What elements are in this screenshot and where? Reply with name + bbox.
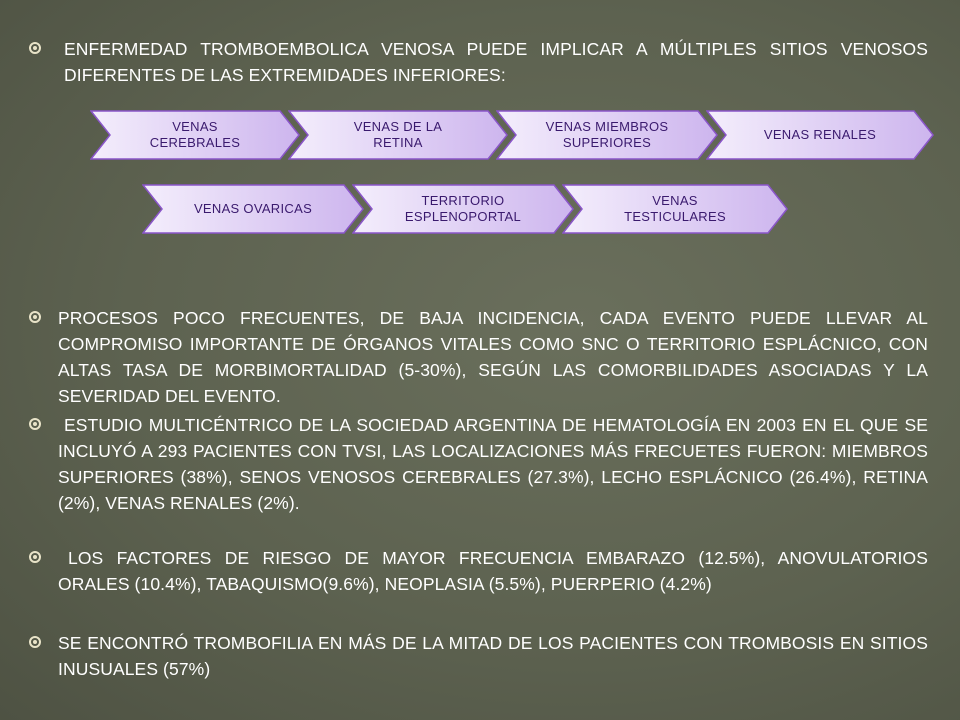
bullet-2 xyxy=(28,412,928,516)
chevron-territorio-esplenoportal xyxy=(352,184,574,234)
chevron-venas-retina xyxy=(288,110,508,160)
bullet-icon xyxy=(28,36,58,55)
bullet-text: SE ENCONTRÓ TROMBOFILIA EN MÁS DE LA MITAD DE LOS PACIENTES CON TROMBOSIS EN SITIOS INUSUALES (57%) xyxy=(58,633,928,679)
chevron-label: TERRITORIO ESPLENOPORTAL xyxy=(404,193,522,224)
chevron-venas-cerebrales xyxy=(90,110,300,160)
chevron-venas-miembros-superiores xyxy=(496,110,718,160)
bullet-icon xyxy=(28,412,58,431)
bullet-icon xyxy=(28,545,58,564)
chevron-label: VENAS DE LA RETINA xyxy=(353,119,443,150)
bullet-1 xyxy=(28,305,928,409)
chevron-label: VENAS TESTICULARES xyxy=(624,193,726,224)
bullet-icon xyxy=(28,305,58,324)
bullet-text: ESTUDIO MULTICÉNTRICO DE LA SOCIEDAD ARGENTINA DE HEMATOLOGÍA EN 2003 EN EL QUE SE INCLUYÓ A 293 PACIENTES CON TVSI, LAS LOCALIZACIONES MÁS FRECUETES FUERON: MIEMBROS SUPERIORES (38%), SENOS VENOSOS CEREBRALES (27.3%), LECHO ESPLÁCNICO (26.4%), RETINA (2%), VENAS RENALES (2%). xyxy=(58,415,928,513)
chevron-label: VENAS RENALES xyxy=(763,127,877,142)
bullet-icon xyxy=(28,630,58,649)
chevron-row-2 xyxy=(142,184,788,234)
bullet-4 xyxy=(28,630,928,682)
chevron-venas-ovaricas xyxy=(142,184,364,234)
chevron-venas-testiculares xyxy=(562,184,788,234)
bullet-3 xyxy=(28,545,928,597)
bullet-text: LOS FACTORES DE RIESGO DE MAYOR FRECUENCIA EMBARAZO (12.5%), ANOVULATORIOS ORALES (10.4%), TABAQUISMO(9.6%), NEOPLASIA (5.5%), PUERPERIO (4.2%) xyxy=(58,548,928,594)
intro-bullet xyxy=(28,36,928,88)
chevron-label: VENAS CEREBRALES xyxy=(149,119,241,150)
chevron-venas-renales xyxy=(706,110,934,160)
chevron-label: VENAS MIEMBROS SUPERIORES xyxy=(545,119,669,150)
bullet-text: PROCESOS POCO FRECUENTES, DE BAJA INCIDENCIA, CADA EVENTO PUEDE LLEVAR AL COMPROMISO IMPORTANTE DE ÓRGANOS VITALES COMO SNC O TERRITORIO ESPLÁCNICO, CON ALTAS TASA DE MORBIMORTALIDAD (5-30%), SEGÚN LAS COMORBILIDADES ASOCIADAS Y LA SEVERIDAD DEL EVENTO. xyxy=(58,308,928,406)
chevron-row-1 xyxy=(90,110,934,160)
chevron-label: VENAS OVARICAS xyxy=(193,201,313,216)
intro-text: ENFERMEDAD TROMBOEMBOLICA VENOSA PUEDE IMPLICAR A MÚLTIPLES SITIOS VENOSOS DIFERENTES DE LAS EXTREMIDADES INFERIORES: xyxy=(64,39,928,85)
